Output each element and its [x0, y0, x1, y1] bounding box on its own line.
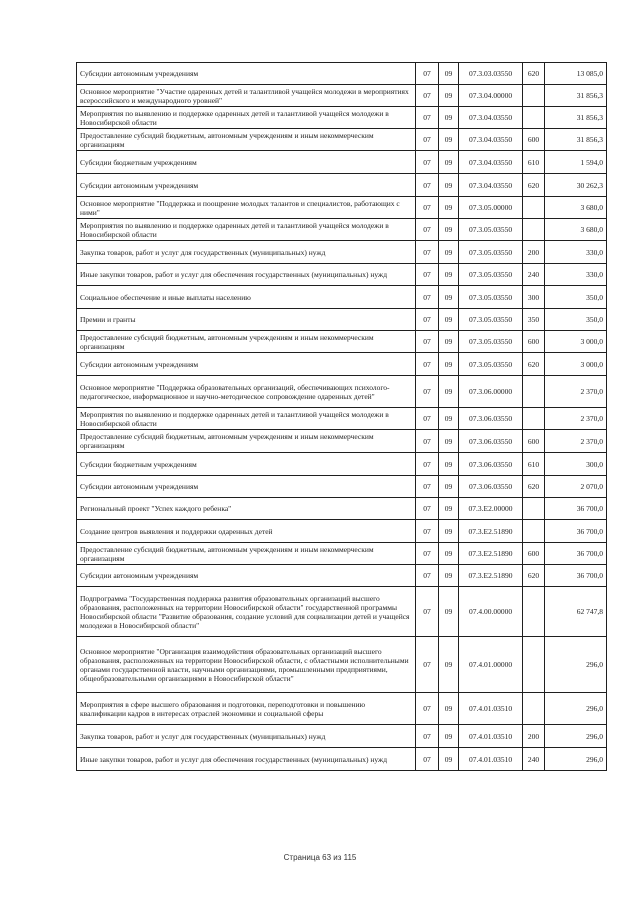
row-name: Закупка товаров, работ и услуг для государственных (муниципальных) нужд [77, 725, 416, 748]
row-csr: 07.3.05.03550 [459, 264, 523, 286]
row-csr: 07.3.03.03550 [459, 63, 523, 85]
row-name: Региональный проект "Успех каждого ребенка" [77, 498, 416, 520]
row-rz: 07 [416, 748, 439, 771]
row-rz: 07 [416, 376, 439, 408]
row-name: Предоставление субсидий бюджетным, автономным учреждениям и иным некоммерческим организациям [77, 543, 416, 565]
row-pr: 09 [439, 543, 459, 565]
row-sum: 330,0 [545, 264, 607, 286]
row-rz: 07 [416, 587, 439, 637]
row-sum: 350,0 [545, 286, 607, 309]
row-vr [523, 197, 545, 219]
row-pr: 09 [439, 725, 459, 748]
row-sum: 36 700,0 [545, 543, 607, 565]
row-name: Иные закупки товаров, работ и услуг для обеспечения государственных (муниципальных) нужд [77, 264, 416, 286]
table-row [77, 241, 607, 264]
row-rz: 07 [416, 264, 439, 286]
row-rz: 07 [416, 453, 439, 476]
row-rz: 07 [416, 498, 439, 520]
row-name: Субсидии автономным учреждениям [77, 353, 416, 376]
row-csr: 07.3.06.03550 [459, 430, 523, 453]
row-rz: 07 [416, 151, 439, 174]
row-csr: 07.3.04.00000 [459, 85, 523, 107]
table-row [77, 430, 607, 453]
row-sum: 3 000,0 [545, 331, 607, 353]
page-number: Страница 63 из 115 [283, 853, 357, 862]
table-row [77, 85, 607, 107]
table-body [77, 63, 607, 771]
row-sum: 1 594,0 [545, 151, 607, 174]
row-name: Иные закупки товаров, работ и услуг для обеспечения государственных (муниципальных) нужд [77, 748, 416, 771]
row-pr: 09 [439, 85, 459, 107]
row-sum: 31 856,3 [545, 85, 607, 107]
row-rz: 07 [416, 520, 439, 543]
row-vr: 350 [523, 309, 545, 331]
row-pr: 09 [439, 219, 459, 241]
row-pr: 09 [439, 520, 459, 543]
row-rz: 07 [416, 565, 439, 587]
row-pr: 09 [439, 241, 459, 264]
row-rz: 07 [416, 408, 439, 430]
row-sum: 2 070,0 [545, 476, 607, 498]
table-row [77, 376, 607, 408]
row-name: Мероприятия по выявлению и поддержке одаренных детей и талантливой учащейся молодежи в Новосибирской области [77, 219, 416, 241]
row-pr: 09 [439, 565, 459, 587]
row-vr: 610 [523, 151, 545, 174]
row-csr: 07.3.06.03550 [459, 476, 523, 498]
row-name: Основное мероприятие "Участие одаренных детей и талантливой учащейся молодежи в мероприятиях всероссийского и международного уровней" [77, 85, 416, 107]
row-sum: 350,0 [545, 309, 607, 331]
row-csr: 07.3.04.03550 [459, 129, 523, 151]
row-sum: 300,0 [545, 453, 607, 476]
row-sum: 62 747,8 [545, 587, 607, 637]
row-sum: 30 262,3 [545, 174, 607, 197]
row-pr: 09 [439, 637, 459, 693]
row-csr: 07.3.06.03550 [459, 408, 523, 430]
row-pr: 09 [439, 498, 459, 520]
row-csr: 07.3.E2.00000 [459, 498, 523, 520]
table-row [77, 286, 607, 309]
row-rz: 07 [416, 476, 439, 498]
row-vr: 620 [523, 476, 545, 498]
row-vr [523, 107, 545, 129]
table-row [77, 174, 607, 197]
row-vr: 620 [523, 174, 545, 197]
row-name: Субсидии автономным учреждениям [77, 63, 416, 85]
row-rz: 07 [416, 331, 439, 353]
row-sum: 3 680,0 [545, 197, 607, 219]
table-row [77, 587, 607, 637]
row-sum: 296,0 [545, 637, 607, 693]
row-csr: 07.4.01.03510 [459, 693, 523, 725]
row-vr: 600 [523, 129, 545, 151]
row-csr: 07.3.E2.51890 [459, 520, 523, 543]
row-csr: 07.3.04.03550 [459, 107, 523, 129]
table-row [77, 353, 607, 376]
table-row [77, 197, 607, 219]
row-csr: 07.4.00.00000 [459, 587, 523, 637]
row-sum: 31 856,3 [545, 107, 607, 129]
row-csr: 07.3.05.03550 [459, 309, 523, 331]
row-vr: 620 [523, 565, 545, 587]
row-rz: 07 [416, 543, 439, 565]
row-pr: 09 [439, 693, 459, 725]
row-csr: 07.3.05.03550 [459, 353, 523, 376]
table-row [77, 498, 607, 520]
row-name: Премии и гранты [77, 309, 416, 331]
row-sum: 3 000,0 [545, 353, 607, 376]
row-rz: 07 [416, 219, 439, 241]
table-row [77, 219, 607, 241]
row-name: Мероприятия по выявлению и поддержке одаренных детей и талантливой учащейся молодежи в Новосибирской области [77, 107, 416, 129]
table-row [77, 520, 607, 543]
row-sum: 36 700,0 [545, 498, 607, 520]
row-vr [523, 219, 545, 241]
row-pr: 09 [439, 587, 459, 637]
table-row [77, 725, 607, 748]
row-vr [523, 408, 545, 430]
row-csr: 07.3.E2.51890 [459, 565, 523, 587]
table-row [77, 453, 607, 476]
table-row [77, 408, 607, 430]
row-csr: 07.3.05.03550 [459, 331, 523, 353]
row-name: Субсидии автономным учреждениям [77, 174, 416, 197]
row-pr: 09 [439, 174, 459, 197]
row-name: Создание центров выявления и поддержки одаренных детей [77, 520, 416, 543]
table-row [77, 129, 607, 151]
row-sum: 2 370,0 [545, 376, 607, 408]
row-rz: 07 [416, 353, 439, 376]
row-sum: 36 700,0 [545, 520, 607, 543]
table-row [77, 309, 607, 331]
row-pr: 09 [439, 309, 459, 331]
row-name: Социальное обеспечение и иные выплаты населению [77, 286, 416, 309]
row-vr [523, 693, 545, 725]
row-vr [523, 520, 545, 543]
row-pr: 09 [439, 376, 459, 408]
row-rz: 07 [416, 309, 439, 331]
row-vr [523, 637, 545, 693]
row-pr: 09 [439, 430, 459, 453]
table-row [77, 264, 607, 286]
row-name: Основное мероприятие "Организация взаимодействия образовательных организаций высшего образования, расположенных на территории Новосибирской области, с областными исполнительными органами государственной власти, научными организациями, промышленными предприятиями, общеобразовательными организациями в Новосибирской области" [77, 637, 416, 693]
row-sum: 2 370,0 [545, 430, 607, 453]
row-vr: 620 [523, 353, 545, 376]
row-pr: 09 [439, 197, 459, 219]
row-rz: 07 [416, 693, 439, 725]
row-name: Основное мероприятие "Поддержка образовательных организаций, обеспечивающих психолого-педагогическое, информационное и научно-методическое сопровождение одаренных детей" [77, 376, 416, 408]
row-sum: 296,0 [545, 748, 607, 771]
row-name: Мероприятия в сфере высшего образования и подготовки, переподготовки и повышению квалификации кадров в интересах отраслей экономики и социальной сферы [77, 693, 416, 725]
row-name: Предоставление субсидий бюджетным, автономным учреждениям и иным некоммерческим организациям [77, 430, 416, 453]
row-vr [523, 587, 545, 637]
row-vr: 600 [523, 331, 545, 353]
row-csr: 07.3.06.00000 [459, 376, 523, 408]
row-pr: 09 [439, 331, 459, 353]
row-name: Предоставление субсидий бюджетным, автономным учреждениям и иным некоммерческим организациям [77, 331, 416, 353]
row-sum: 36 700,0 [545, 565, 607, 587]
row-rz: 07 [416, 85, 439, 107]
table-row [77, 693, 607, 725]
row-pr: 09 [439, 476, 459, 498]
row-vr: 610 [523, 453, 545, 476]
row-vr: 300 [523, 286, 545, 309]
row-vr: 600 [523, 543, 545, 565]
row-name: Субсидии автономным учреждениям [77, 565, 416, 587]
row-name: Основное мероприятие "Поддержка и поощрение молодых талантов и специалистов, работающих с ними" [77, 197, 416, 219]
table-row [77, 565, 607, 587]
row-csr: 07.4.01.03510 [459, 725, 523, 748]
row-pr: 09 [439, 63, 459, 85]
row-rz: 07 [416, 286, 439, 309]
row-name: Субсидии бюджетным учреждениям [77, 151, 416, 174]
row-rz: 07 [416, 107, 439, 129]
row-rz: 07 [416, 725, 439, 748]
row-csr: 07.3.05.03550 [459, 219, 523, 241]
row-csr: 07.3.E2.51890 [459, 543, 523, 565]
row-csr: 07.4.01.00000 [459, 637, 523, 693]
row-name: Субсидии бюджетным учреждениям [77, 453, 416, 476]
row-vr [523, 376, 545, 408]
row-rz: 07 [416, 637, 439, 693]
row-csr: 07.3.04.03550 [459, 151, 523, 174]
row-rz: 07 [416, 430, 439, 453]
table-row [77, 107, 607, 129]
row-vr: 240 [523, 264, 545, 286]
row-vr: 240 [523, 748, 545, 771]
row-rz: 07 [416, 241, 439, 264]
row-sum: 31 856,3 [545, 129, 607, 151]
table-row [77, 476, 607, 498]
row-csr: 07.3.05.03550 [459, 286, 523, 309]
row-sum: 330,0 [545, 241, 607, 264]
row-rz: 07 [416, 63, 439, 85]
row-csr: 07.3.05.03550 [459, 241, 523, 264]
row-rz: 07 [416, 129, 439, 151]
row-pr: 09 [439, 748, 459, 771]
row-name: Предоставление субсидий бюджетным, автономным учреждениям и иным некоммерческим организациям [77, 129, 416, 151]
row-csr: 07.4.01.03510 [459, 748, 523, 771]
row-pr: 09 [439, 453, 459, 476]
table-row [77, 63, 607, 85]
row-rz: 07 [416, 174, 439, 197]
row-pr: 09 [439, 129, 459, 151]
table-row [77, 151, 607, 174]
table-row [77, 637, 607, 693]
row-vr: 200 [523, 725, 545, 748]
row-csr: 07.3.05.00000 [459, 197, 523, 219]
row-sum: 3 680,0 [545, 219, 607, 241]
row-name: Мероприятия по выявлению и поддержке одаренных детей и талантливой учащейся молодежи в Новосибирской области [77, 408, 416, 430]
row-name: Субсидии автономным учреждениям [77, 476, 416, 498]
row-pr: 09 [439, 353, 459, 376]
row-pr: 09 [439, 408, 459, 430]
row-pr: 09 [439, 286, 459, 309]
budget-table [76, 62, 607, 771]
row-sum: 296,0 [545, 693, 607, 725]
row-vr: 600 [523, 430, 545, 453]
row-vr: 200 [523, 241, 545, 264]
row-pr: 09 [439, 107, 459, 129]
row-sum: 2 370,0 [545, 408, 607, 430]
row-vr [523, 498, 545, 520]
row-rz: 07 [416, 197, 439, 219]
row-pr: 09 [439, 264, 459, 286]
row-vr [523, 85, 545, 107]
row-vr: 620 [523, 63, 545, 85]
row-csr: 07.3.04.03550 [459, 174, 523, 197]
row-sum: 296,0 [545, 725, 607, 748]
table-row [77, 331, 607, 353]
row-sum: 13 085,0 [545, 63, 607, 85]
row-csr: 07.3.06.03550 [459, 453, 523, 476]
row-name: Подпрограмма "Государственная поддержка развития образовательных организаций высшего образования, расположенных на территории Новосибирской области" государственной программы Новосибирской области "Развитие образования, создание условий для социализации детей и учащейся молодежи в Новосибирской области" [77, 587, 416, 637]
row-pr: 09 [439, 151, 459, 174]
table-row [77, 543, 607, 565]
table-row [77, 748, 607, 771]
row-name: Закупка товаров, работ и услуг для государственных (муниципальных) нужд [77, 241, 416, 264]
